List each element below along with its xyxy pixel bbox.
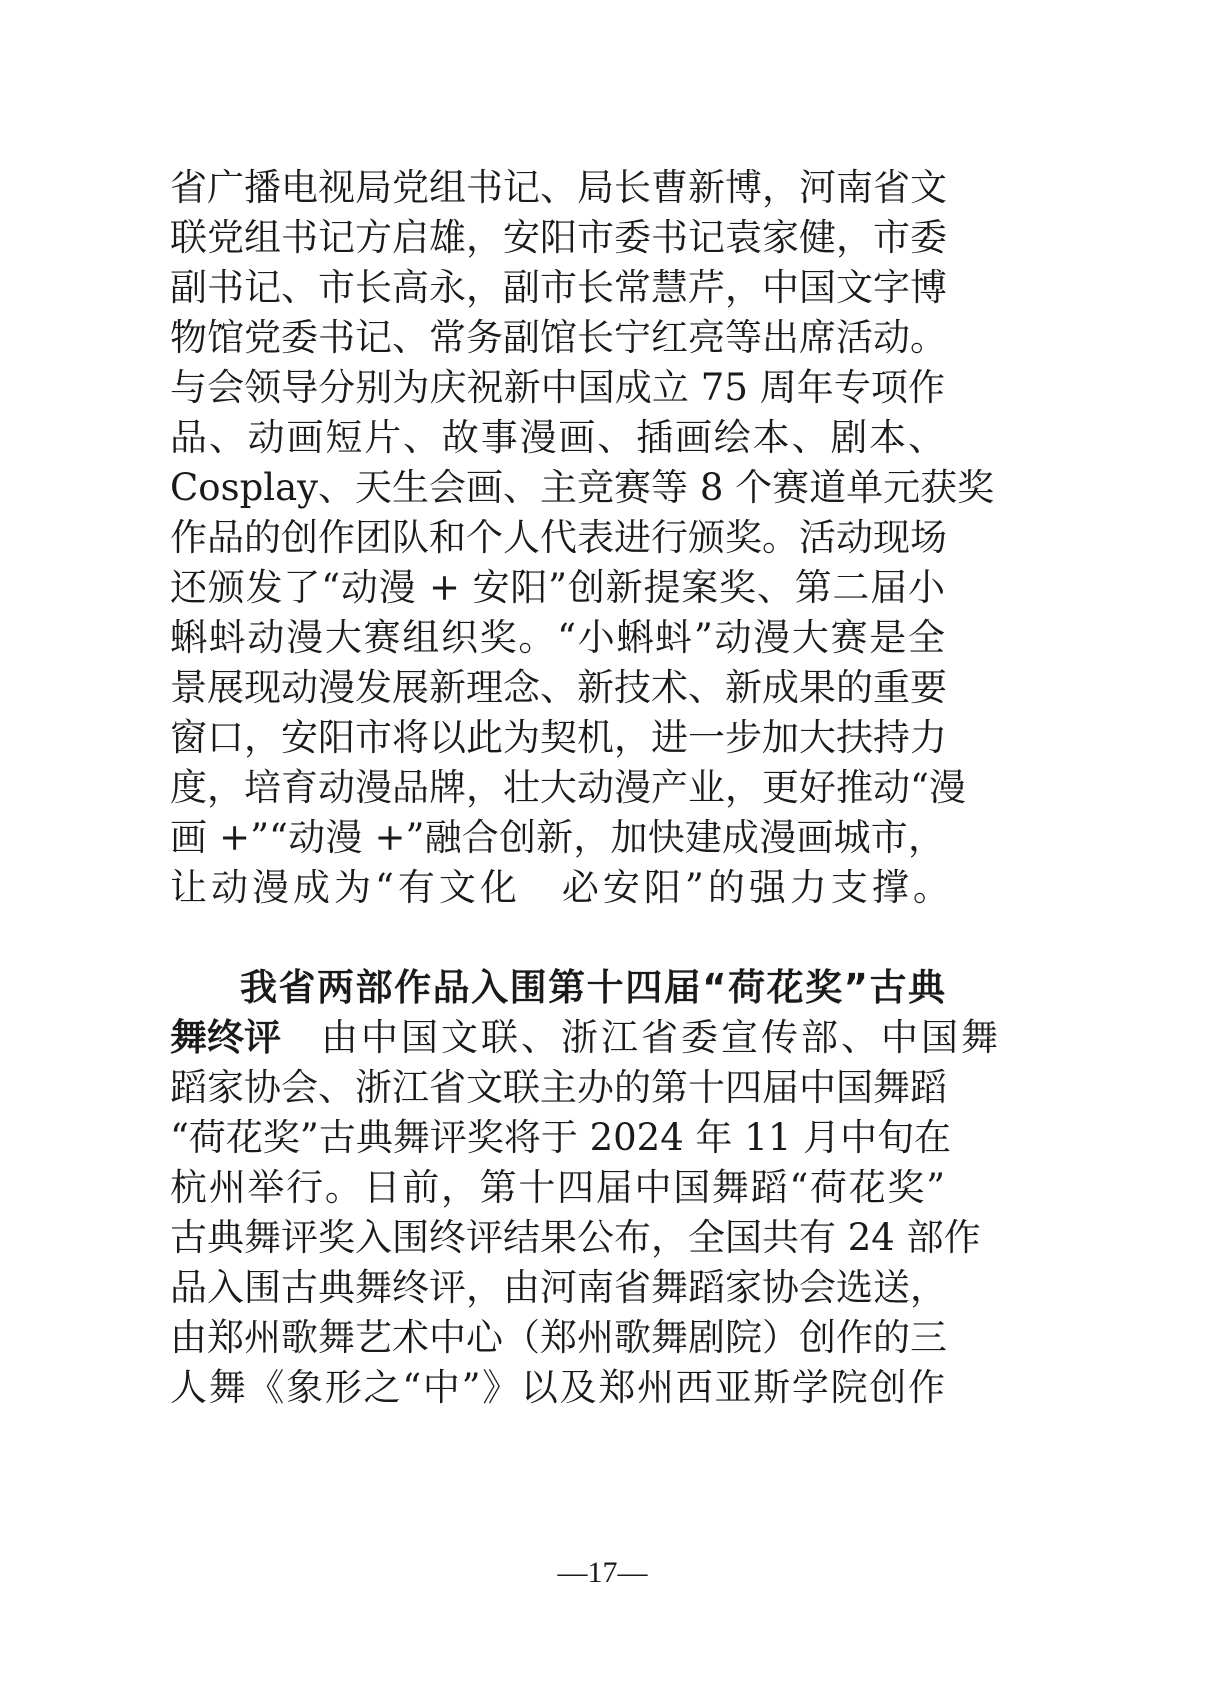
paragraph-line: 品、动画短片、故事漫画、插画绘本、剧本、: [170, 416, 945, 459]
paragraph-line: 蹈家协会、浙江省文联主办的第十四届中国舞蹈: [170, 1066, 947, 1109]
paragraph-line: 人舞《象形之“中”》以及郑州西亚斯学院创作: [170, 1366, 945, 1409]
page-number: —17—: [557, 1556, 648, 1589]
paragraph-line: 画 +”“动漫 +”融合创新，加快建成漫画城市，: [170, 816, 945, 859]
paragraph-line: 作品的创作团队和个人代表进行颁奖。活动现场: [170, 516, 947, 559]
paragraph-line: 副书记、市长高永，副市长常慧芹，中国文字博: [170, 266, 947, 309]
paragraph-line: 度，培育动漫品牌，壮大动漫产业，更好推动“漫: [170, 766, 966, 809]
paragraph-line: 景展现动漫发展新理念、新技术、新成果的重要: [170, 666, 947, 709]
paragraph-line: “荷花奖”古典舞评奖将于 2024 年 11 月中旬在: [170, 1116, 952, 1159]
paragraph-line: 还颁发了“动漫 + 安阳”创新提案奖、第二届小: [170, 566, 945, 609]
paragraph-line: 杭州举行。日前，第十四届中国舞蹈“荷花奖”: [170, 1166, 945, 1209]
paragraph-line: 联党组书记方启雄，安阳市委书记袁家健，市委: [170, 216, 947, 259]
paragraph-line: 窗口，安阳市将以此为契机，进一步加大扶持力: [170, 716, 947, 759]
paragraph-line: 古典舞评奖入围终评结果公布，全国共有 24 部作: [170, 1216, 981, 1259]
paragraph-line: 品入围古典舞终评，由河南省舞蹈家协会选送，: [170, 1266, 947, 1309]
paragraph-line: 蝌蚪动漫大赛组织奖。“小蝌蚪”动漫大赛是全: [170, 616, 945, 659]
paragraph-line: Cosplay、天生会画、主竞赛等 8 个赛道单元获奖: [170, 466, 995, 509]
paragraph-line: 让动漫成为“有文化 必安阳”的强力支撑。: [170, 866, 954, 909]
section-heading-line2: [170, 1013, 1001, 1063]
paragraph-line: 物馆党委书记、常务副馆长宁红亮等出席活动。: [170, 316, 947, 359]
section-heading: 我省两部作品入围第十四届“荷花奖”古典: [240, 966, 945, 1009]
paragraph-line: 省广播电视局党组书记、局长曹新博，河南省文: [170, 166, 947, 209]
section-intro-text: 由中国文联、浙江省委宣传部、中国舞: [281, 1016, 1001, 1059]
section-heading-tail: 舞终评: [170, 1016, 281, 1059]
paragraph-line: 由郑州歌舞艺术中心（郑州歌舞剧院）创作的三: [170, 1316, 947, 1359]
paragraph-line: 与会领导分别为庆祝新中国成立 75 周年专项作: [170, 366, 945, 409]
